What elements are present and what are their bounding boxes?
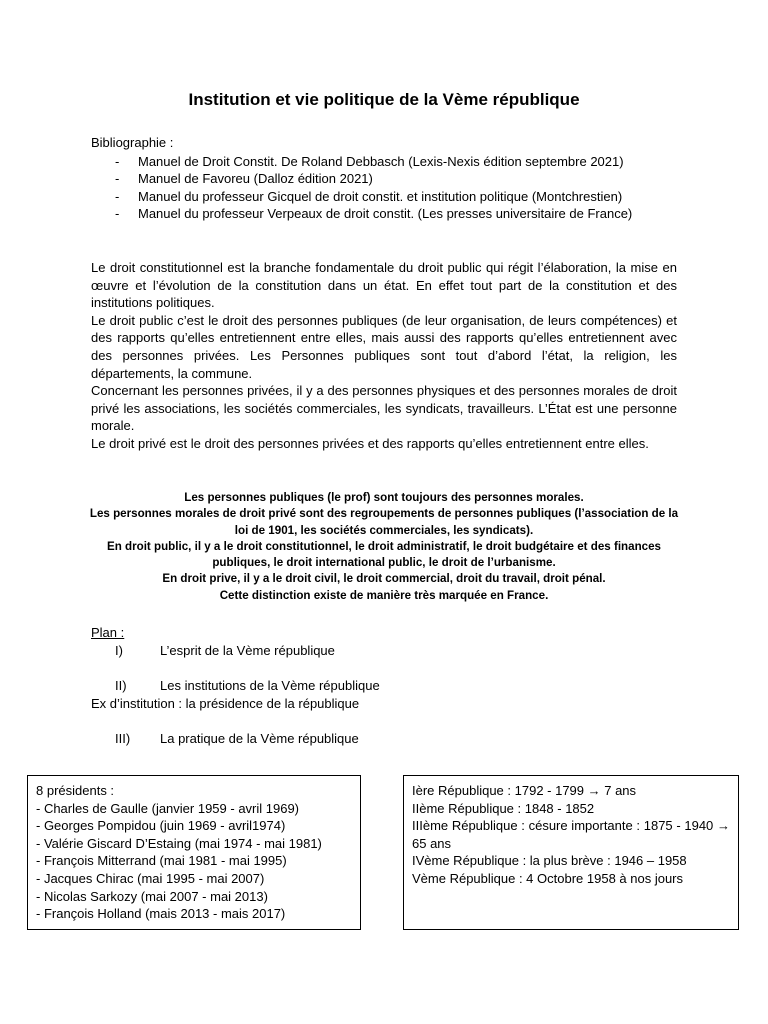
plan-item-number: III) [115, 731, 131, 746]
plan-item [91, 642, 691, 660]
body-paragraph: Le droit constitutionnel est la branche fondamentale du droit public qui régit l’élaboration, la mise en œuvre et l’évolution de la constitution dans un état. En effet tout part de la constitution et des institutions politiques. [91, 260, 677, 311]
president-entry: - François Mitterrand (mai 1981 - mai 1995) [36, 853, 287, 869]
president-entry: - Charles de Gaulle (janvier 1959 - avril 1969) [36, 800, 300, 816]
centered-note: Les personnes publiques (le prof) sont toujours des personnes morales. [184, 491, 584, 504]
bibliography-section [91, 134, 691, 223]
republic-entry: IVème République : la plus brève : 1946 – 1958 [412, 853, 687, 869]
president-entry: - Valérie Giscard D’Estaing (mai 1974 - mai 1981) [36, 835, 322, 851]
republic-entry: Ière République : 1792 - 1799 → 7 ans [412, 783, 637, 798]
centered-note: En droit prive, il y a le droit civil, le droit commercial, droit du travail, droit pénal. [162, 572, 606, 586]
page-title: Institution et vie politique de la Vème république [188, 90, 580, 109]
bibliography-item: - Manuel de Droit Constit. De Roland Debbasch (Lexis-Nexis édition septembre 2021) [91, 153, 691, 171]
bibliography-item: - Manuel de Favoreu (Dalloz édition 2021) [91, 170, 691, 188]
bibliography-list [91, 153, 691, 223]
plan-section [91, 624, 691, 748]
bibliography-heading: Bibliographie : [91, 135, 174, 150]
body-paragraph: Concernant les personnes privées, il y a des personnes physiques et des personnes morales de droit privé les associations, les sociétés commerciales, les syndicats, travailleurs. L’État est une personne morale. [91, 383, 677, 434]
body-paragraph: Le droit public c’est le droit des personnes publiques (de leur organisation, de leurs compétences) et des rapports qu’elles entretiennent entre elles, mais aussi des rapports qu’elles entretiennent avec des personnes privées. Les Personnes publiques sont tout d’abord l’état, la religion, les départements, la commune. [91, 312, 677, 381]
republics-box [403, 775, 739, 930]
plan-heading: Plan : [91, 625, 125, 640]
centered-note: Les personnes morales de droit privé sont des regroupements de personnes publiques (l’association de la loi de 1901, les sociétés commerciales, les syndicats). [89, 507, 679, 537]
centered-note: Cette distinction existe de manière très marquée en France. [219, 588, 549, 602]
president-entry: - Nicolas Sarkozy (mai 2007 - mai 2013) [36, 888, 268, 904]
plan-item [91, 677, 691, 695]
republic-entry: IIème République : 1848 - 1852 [412, 800, 595, 816]
bibliography-item: - Manuel du professeur Verpeaux de droit constit. (Les presses universitaire de France) [91, 205, 691, 223]
presidents-box [27, 775, 361, 930]
plan-example: Ex d’institution : la présidence de la république [91, 695, 360, 711]
centered-notes [84, 490, 684, 604]
president-entry: - François Holland (mais 2013 - mais 2017) [36, 906, 286, 922]
plan-item [91, 730, 691, 748]
body-text [91, 259, 677, 453]
president-entry: - Georges Pompidou (juin 1969 - avril1974) [36, 818, 286, 834]
republic-entry: Vème République : 4 Octobre 1958 à nos jours [412, 870, 684, 886]
president-entry: - Jacques Chirac (mai 1995 - mai 2007) [36, 870, 265, 886]
plan-item-number: II) [115, 678, 127, 693]
presidents-heading: 8 présidents : [36, 783, 115, 798]
plan-item-label: La pratique de la Vème république [160, 731, 359, 746]
centered-note: En droit public, il y a le droit constitutionnel, le droit administratif, le droit budgétaire et des finances publiques, le droit international public, le droit de l’urbanisme. [107, 539, 661, 570]
body-paragraph: Le droit privé est le droit des personnes privées et des rapports qu’elles entretiennent entre elles. [91, 435, 649, 451]
plan-item-label: Les institutions de la Vème république [160, 678, 380, 693]
bibliography-item: - Manuel du professeur Gicquel de droit constit. et institution politique (Montchrestien) [91, 188, 691, 206]
plan-item-label: L’esprit de la Vème république [160, 642, 335, 658]
republic-entry: IIIème République : césure importante : 1875 - 1940 → 65 ans [412, 818, 730, 851]
plan-item-number: I) [115, 642, 123, 658]
